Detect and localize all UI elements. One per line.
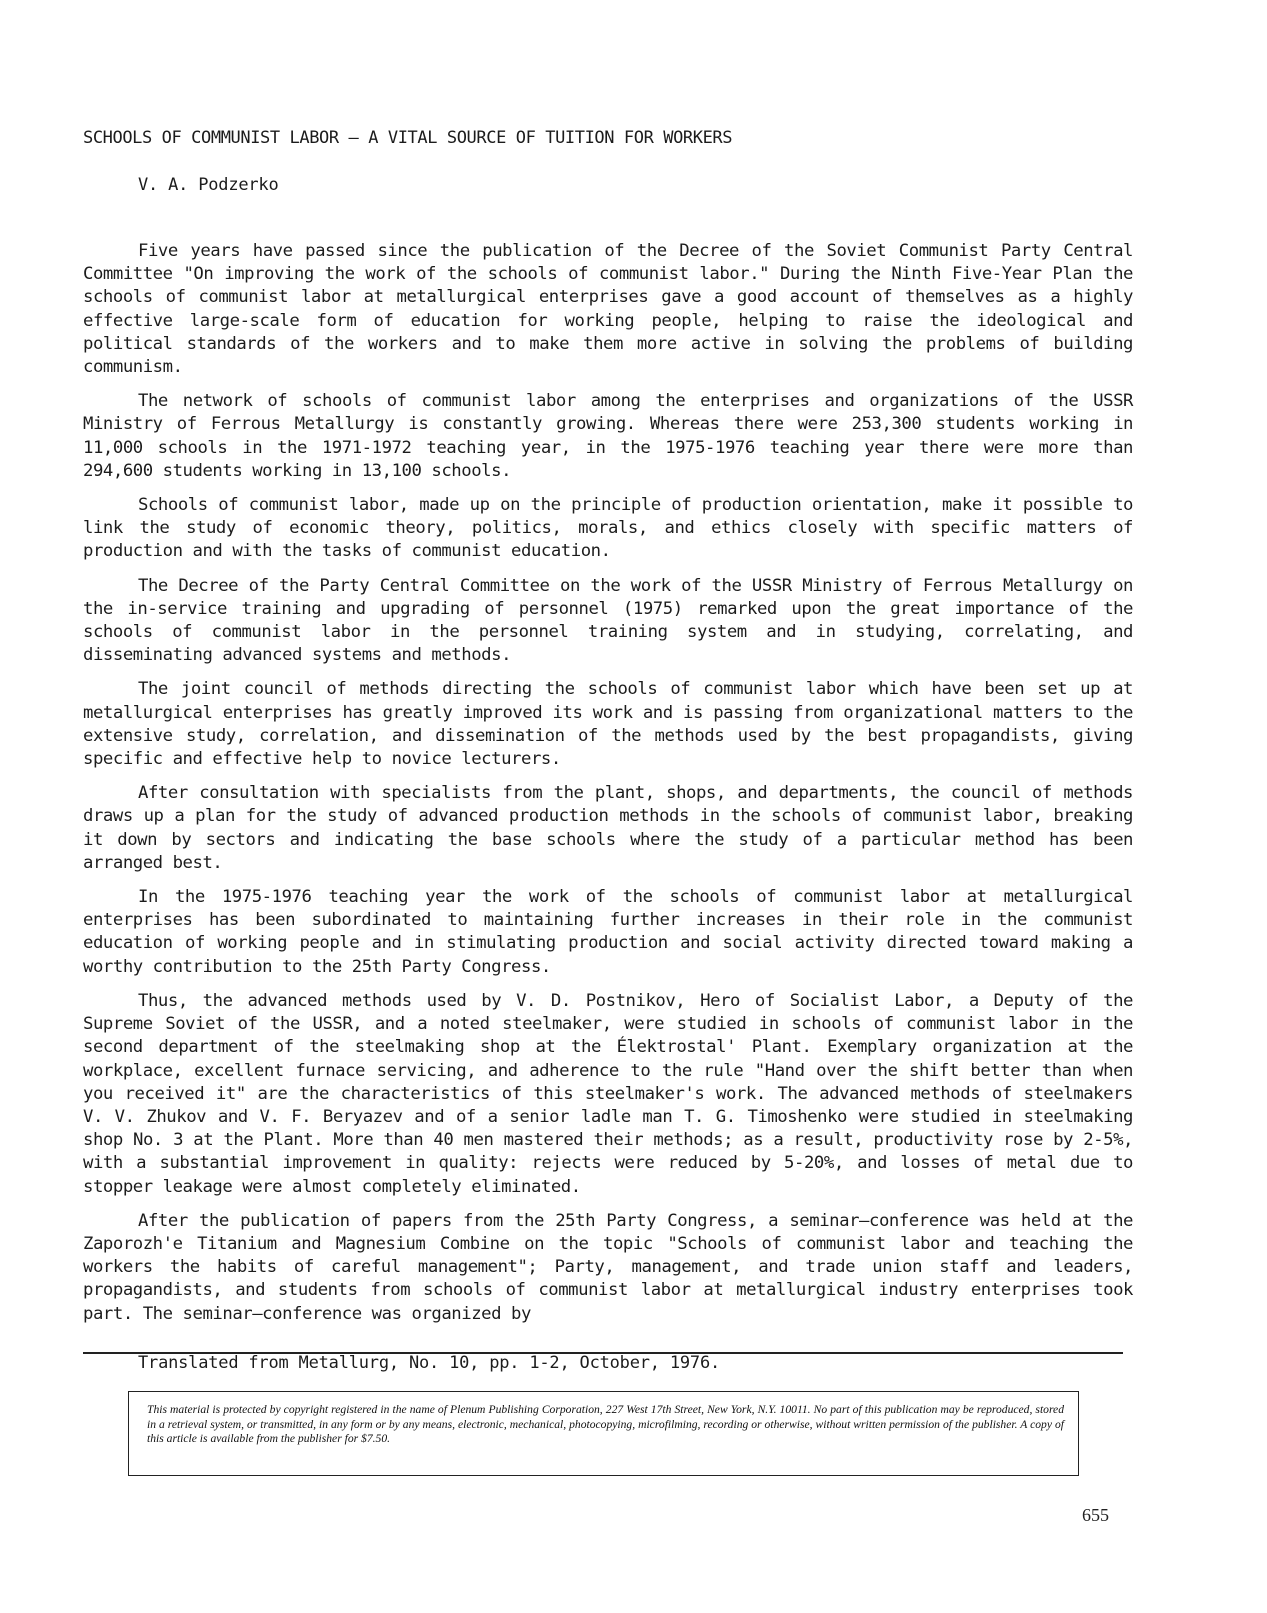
paragraph-5: The joint council of methods directing the schools of communist labor which have been set up at metallurgical enterprises has greatly improved its work and is passing from organizational matters to the extensive study, correlation, and dissemination of the methods used by the best propagandists, giving specific and effective help to novice lecturers. — [83, 679, 1133, 770]
paragraph-3: Schools of communist labor, made up on the principle of production orientation, make it possible to link the study of economic theory, politics, morals, and ethics closely with specific matters of production and with the tasks of communist education. — [83, 495, 1133, 562]
paragraph-9: After the publication of papers from the 25th Party Congress, a seminar—conference was held at the Zaporozh'e Titanium and Magnesium Combine on the topic "Schools of communist labor and teaching the workers the habits of careful management"; Party, management, and trade union staff and leaders, propagandists, and students from schools of communist labor at metallurgical industry enterprises took part. The seminar—conference was organized by — [83, 1210, 1133, 1324]
paragraph-2: The network of schools of communist labor among the enterprises and organizations of the USSR Ministry of Ferrous Metallurgy is constantly growing. Whereas there were 253,300 students working in 11,000 schools in the 1971-1972 teaching year, in the 1975-1976 teaching year there were more than 294,600 students working in 13,100 schools. — [83, 391, 1133, 481]
copyright-notice-box: This material is protected by copyright registered in the name of Plenum Publishing Corporation, 227 West 17th Street, New York, N.Y. 10011. No part of this publication may be reproduced, stored in a retrieval system, or transmitted, in any form or by any means, electronic, mechanical, photocopying, microfilming, recording or otherwise, without written permission of the publisher. A copy of this article is available from the publisher for $7.50. — [128, 1391, 1079, 1476]
article-title: SCHOOLS OF COMMUNIST LABOR — A VITAL SOURCE OF TUITION FOR WORKERS — [83, 128, 733, 148]
paragraph-4: The Decree of the Party Central Committee on the work of the USSR Ministry of Ferrous Metallurgy on the in-service training and upgrading of personnel (1975) remarked upon the great importance of the schools of communist labor in the personnel training system and in studying, correlating, and disseminating advanced systems and methods. — [83, 575, 1133, 666]
paragraph-1: Five years have passed since the publication of the Decree of the Soviet Communist Party Central Committee "On improving the work of the schools of communist labor." During the Ninth Five-Year Plan the schools of communist labor at metallurgical enterprises gave a good account of themselves as a highly effective large-scale form of education for working people, helping to raise the ideological and political standards of the workers and to make them more active in solving the problems of building communism. — [83, 241, 1133, 378]
paragraph-7: In the 1975-1976 teaching year the work of the schools of communist labor at metallurgical enterprises has been subordinated to maintaining further increases in their role in the communist education of working people and in stimulating production and social activity directed toward making a worthy contribution to the 25th Party Congress. — [83, 887, 1133, 977]
paragraph-8: Thus, the advanced methods used by V. D. Postnikov, Hero of Socialist Labor, a Deputy of the Supreme Soviet of the USSR, and a noted steelmaker, were studied in schools of communist labor in the second department of the steelmaking shop at the Élektrostal' Plant. Exemplary organization at the workplace, excellent furnace servicing, and adherence to the rule "Hand over the shift better than when you received it" are the characteristics of this steelmaker's work. The advanced methods of steelmakers V. V. Zhukov and V. F. Beryazev and of a senior ladle man T. G. Timoshenko were studied in steelmaking shop No. 3 at the Plant. More than 40 men mastered their methods; as a result, productivity rose by 2-5%, with a substantial improvement in quality: rejects were reduced by 5-20%, and losses of metal due to stopper leakage were almost completely eliminated. — [83, 990, 1133, 1197]
translation-source-note: Translated from Metallurg, No. 10, pp. 1-2, October, 1976. — [138, 1353, 721, 1373]
article-body — [83, 240, 1133, 1337]
page-number: 655 — [1082, 1505, 1109, 1525]
paragraph-6: After consultation with specialists from the plant, shops, and departments, the council of methods draws up a plan for the study of advanced production methods in the schools of communist labor, breaking it down by sectors and indicating the base schools where the study of a particular method has been arranged best. — [83, 783, 1133, 873]
article-author: V. A. Podzerko — [138, 175, 279, 195]
